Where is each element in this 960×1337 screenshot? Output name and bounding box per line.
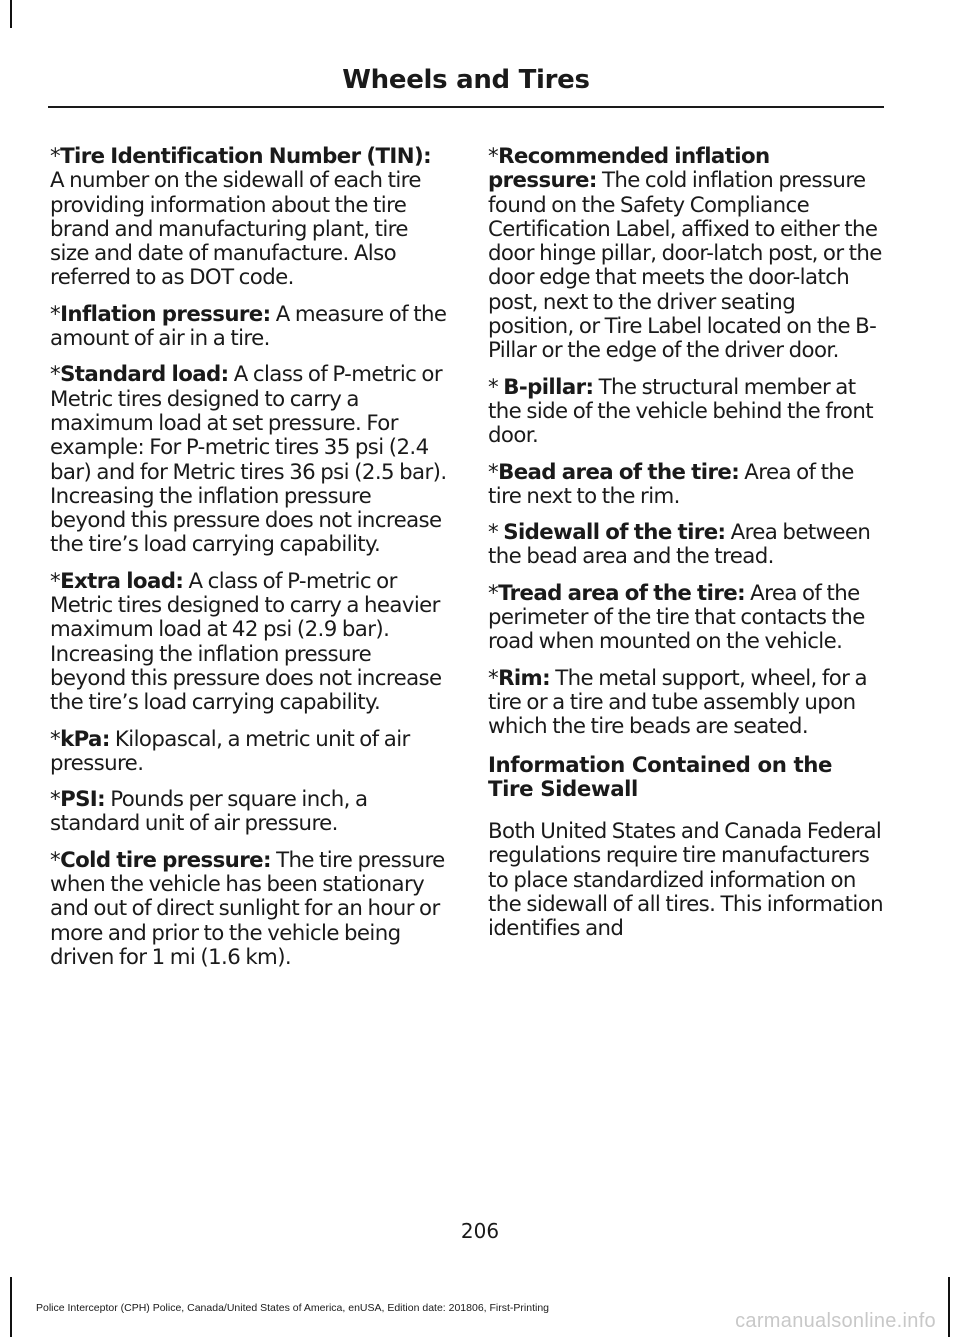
definition-text: Area of the perimeter of the tire that contacts the road when mounted on the vehicle. <box>488 580 865 655</box>
definition-term: kPa: <box>60 726 110 752</box>
definition-paragraph <box>488 667 884 740</box>
definition-term: Bead area of the tire: <box>498 459 740 485</box>
asterisk: * <box>488 374 504 400</box>
page-header <box>48 60 884 108</box>
asterisk: * <box>488 459 499 485</box>
definition-text: The tire pressure when the vehicle has been stationary and out of direct sunlight for an hour or more and prior to the vehicle being driven for 1 mi (1.6 km). <box>50 847 445 970</box>
asterisk: * <box>50 787 61 813</box>
definition-term: Standard load: <box>60 362 229 388</box>
asterisk: * <box>50 847 61 873</box>
right-column <box>488 145 884 954</box>
crop-mark <box>948 1277 950 1337</box>
section-body: Both United States and Canada Federal regulations require tire manufacturers to place standardized information on the sidewall of all tires. This information identifies and <box>488 819 884 942</box>
definition-paragraph <box>50 788 450 837</box>
definition-text: The structural member at the side of the vehicle behind the front door. <box>488 374 873 449</box>
definition-paragraph <box>488 521 884 570</box>
definition-text: Kilopascal, a metric unit of air pressure. <box>50 726 410 776</box>
definition-paragraph <box>50 145 450 291</box>
asterisk: * <box>488 520 504 546</box>
definition-term: Cold tire pressure: <box>60 847 271 873</box>
definition-term: Inflation pressure: <box>60 301 271 327</box>
asterisk: * <box>50 362 61 388</box>
definition-text: A class of P-metric or Metric tires designed to carry a heavier maximum load at 42 psi (2.9 bar). Increasing the inflation pressure beyond this pressure does not increase the tire’s load carrying capability. <box>50 568 442 716</box>
definition-term: Extra load: <box>60 568 184 594</box>
definition-text: A number on the sidewall of each tire providing information about the tire brand and manufacturing plant, tire size and date of manufacture. Also referred to as DOT code. <box>50 168 421 291</box>
crop-mark <box>10 1277 12 1337</box>
definition-term: Recommended inflation pressure: <box>488 144 770 194</box>
watermark: carmanualsonline.info <box>735 1310 936 1332</box>
asterisk: * <box>50 726 61 752</box>
definition-text: The metal support, wheel, for a tire or a tire and tube assembly upon which the tire beads are seated. <box>488 665 867 740</box>
definition-paragraph <box>50 570 450 716</box>
definition-term: Tread area of the tire: <box>498 580 745 606</box>
crop-mark <box>10 0 12 28</box>
definition-paragraph <box>488 376 884 449</box>
definition-term: B-pillar: <box>503 374 594 400</box>
definition-paragraph <box>50 849 450 970</box>
footer-edition-info: Police Interceptor (CPH) Police, Canada/United States of America, enUSA, Edition date: 201806, First-Printing <box>36 1302 550 1314</box>
definition-term: Tire Identification Number (TIN): <box>60 144 431 169</box>
definition-text: A class of P-metric or Metric tires designed to carry a maximum load at set pressure. For example: For P-metric tires 35 psi (2.4 bar) and for Metric tires 36 psi (2.5 bar). Increasing the inflation pressure beyond this pressure does not increase the tire’s load carrying capability. <box>50 362 447 558</box>
section-heading: Information Contained on the Tire Sidewall <box>488 752 833 802</box>
definition-paragraph <box>488 461 884 510</box>
definition-paragraph <box>488 145 884 364</box>
page-number: 206 <box>460 1219 500 1243</box>
asterisk: * <box>50 144 61 169</box>
definition-term: Sidewall of the tire: <box>503 520 726 546</box>
asterisk: * <box>488 665 499 691</box>
asterisk: * <box>50 568 61 594</box>
definition-term: Rim: <box>498 665 551 691</box>
left-column <box>50 145 450 982</box>
definition-text: A measure of the amount of air in a tire. <box>50 301 447 352</box>
page-title: Wheels and Tires <box>342 65 590 95</box>
definition-text: Area between the bead area and the tread. <box>488 520 871 570</box>
definition-paragraph <box>50 728 450 777</box>
asterisk: * <box>50 301 61 327</box>
asterisk: * <box>488 580 499 606</box>
definition-paragraph <box>50 363 450 557</box>
definition-text: Area of the tire next to the rim. <box>488 459 854 509</box>
definition-paragraph <box>488 582 884 655</box>
definition-text: The cold inflation pressure found on the Safety Compliance Certification Label, affixed to either the door hinge pillar, door-latch post, or the door edge that meets the door-latch post, next to the driver seating position, or Tire Label located on the B-Pillar or the edge of the driver door. <box>488 168 882 364</box>
definition-text: Pounds per square inch, a standard unit of air pressure. <box>50 787 368 837</box>
definition-paragraph <box>50 303 450 352</box>
asterisk: * <box>488 144 499 169</box>
definition-term: PSI: <box>60 787 106 813</box>
